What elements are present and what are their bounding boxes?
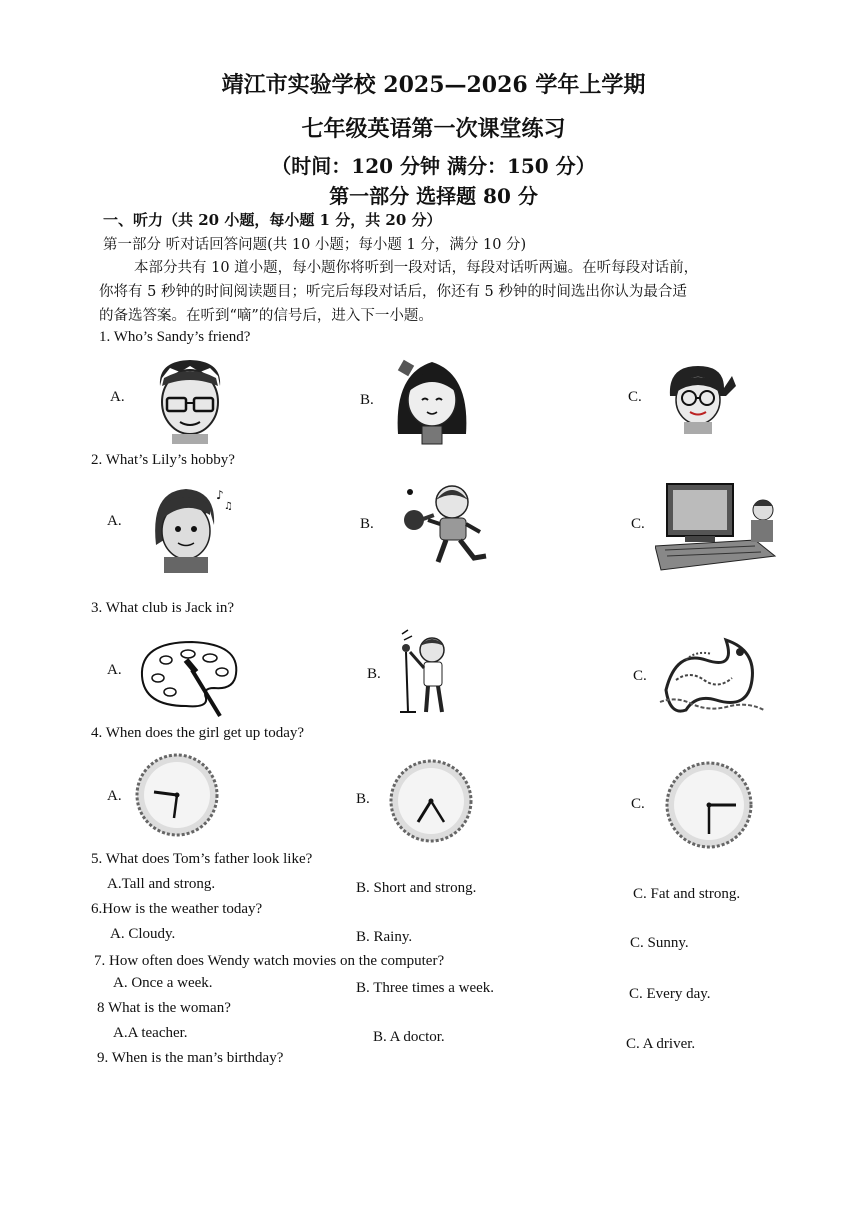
option-label: C. xyxy=(631,516,645,532)
option-label: A. xyxy=(107,788,122,804)
girl-long-hair-picture xyxy=(392,354,472,446)
chinese-dragon-picture xyxy=(656,630,768,722)
option-label: B. xyxy=(360,392,374,408)
question-text: 6.How is the weather today? xyxy=(91,901,263,917)
option-label: B. A doctor. xyxy=(373,1029,445,1045)
question-text: 2. What’s Lily’s hobby? xyxy=(91,452,235,468)
boy-singing-microphone-picture xyxy=(396,628,456,718)
exam-subtitle: 七年级英语第一次课堂练习 xyxy=(301,116,566,142)
clock-picture xyxy=(664,760,754,850)
painting-palette-picture xyxy=(136,636,246,718)
option-label: A. xyxy=(110,389,125,405)
instructions-line: 你将有 5 秒钟的时间阅读题目；听完后每段对话后，你还有 5 秒钟的时间选出你认为最合适 xyxy=(99,284,687,300)
question-text: 4. When does the girl get up today? xyxy=(91,725,305,741)
option-label: C. xyxy=(633,668,647,684)
instructions-line: 本部分共有 10 道小题，每小题你将听到一段对话，每段对话听两遍。在听每段对话前， xyxy=(134,260,699,276)
svg-text:♫: ♫ xyxy=(224,501,233,512)
option-label: B. Rainy. xyxy=(356,929,413,945)
option-label: A. xyxy=(107,513,122,529)
question-text: 9. When is the man’s birthday? xyxy=(97,1050,284,1066)
option-label: B. xyxy=(356,791,370,807)
option-label: A. Once a week. xyxy=(113,975,213,991)
option-label: C. A driver. xyxy=(626,1036,696,1052)
section-heading: 一、听力（共 20 小题，每小题 1 分，共 20 分） xyxy=(103,211,442,229)
option-label: B. xyxy=(367,666,381,682)
question-text: 3. What club is Jack in? xyxy=(91,600,235,616)
clock-picture xyxy=(388,758,474,844)
option-label: A.Tall and strong. xyxy=(107,876,216,892)
option-label: A. xyxy=(107,662,122,678)
option-label: C. Sunny. xyxy=(630,935,689,951)
section-subheading: 第一部分 听对话回答问题(共 10 小题；每小题 1 分，满分 10 分) xyxy=(103,237,527,253)
question-text: 7. How often does Wendy watch movies on the computer? xyxy=(94,953,445,969)
girl-listening-music-picture xyxy=(150,485,234,573)
option-label: B. Three times a week. xyxy=(356,980,495,996)
girl-with-glasses-picture xyxy=(662,362,738,434)
question-text: 5. What does Tom’s father look like? xyxy=(91,851,313,867)
question-text: 1. Who’s Sandy’s friend? xyxy=(99,329,251,345)
instructions-line: 的备选答案。在听到“嘀”的信号后，进入下一小题。 xyxy=(99,308,433,324)
boy-playing-ping-pong-picture xyxy=(400,478,496,570)
svg-text:♪: ♪ xyxy=(216,488,224,502)
option-label: C. Every day. xyxy=(629,986,711,1002)
option-label: B. Short and strong. xyxy=(356,880,477,896)
exam-title: 靖江市实验学校 2025—2026 学年上学期 xyxy=(221,72,646,98)
question-text: 8 What is the woman? xyxy=(97,1000,231,1016)
option-label: C. xyxy=(628,389,642,405)
option-label: C. xyxy=(631,796,645,812)
clock-picture xyxy=(134,752,220,838)
exam-time-score: （时间：120 分钟 满分：150 分） xyxy=(271,154,596,178)
option-label: C. Fat and strong. xyxy=(633,886,741,902)
boy-with-glasses-picture xyxy=(150,356,230,444)
computer-picture xyxy=(655,480,783,572)
part-title: 第一部分 选择题 80 分 xyxy=(329,184,538,208)
option-label: A.A teacher. xyxy=(113,1025,188,1041)
option-label: B. xyxy=(360,516,374,532)
option-label: A. Cloudy. xyxy=(110,926,176,942)
